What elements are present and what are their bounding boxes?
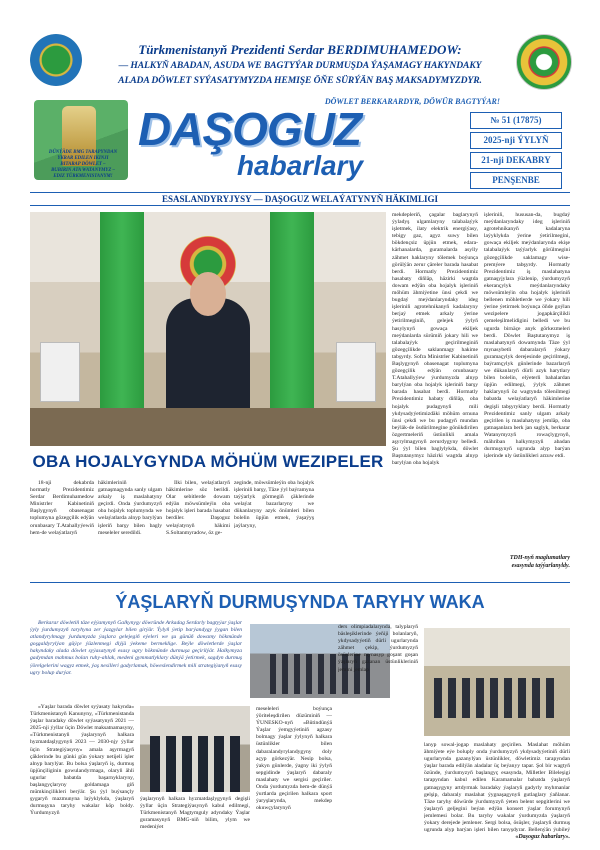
credit-line: esasynda taýýarlanyldy. xyxy=(511,563,570,569)
article2-lead xyxy=(30,620,242,700)
article1-text: zeginde, möwsümleýin oba hojalyk işleriniň barşy, Täze ýyl baýramyna taýýarlyk görmegiň çäklerinde welaýat bazarlaryny we dükanlaryny azyk önümleri bilen bolelin üpjün etmek, ýaşaýyş jaýlaryny, xyxy=(234,480,314,529)
issue-weekday: PENŞENBE xyxy=(470,172,562,189)
article2-col1 xyxy=(30,704,134,844)
motto-line: YKRAR EDILEN IKINJI xyxy=(57,156,109,161)
article1-col5 xyxy=(392,212,478,576)
article1-text: 18-nji dekabrda hormatly Prezidentimiz Serdar Berdimuhamedow Ministrler Kabinetiniň Başlygynyň obasenagat toplumyna gözegçilik edýän orunbasary T.Atahallyýewiň hem-de welaýatlaryň xyxy=(30,480,94,536)
article2-text: lanyp sowal-jogap maslahaty geçirilen. Maslahat möhüm ähmiýete eýe boluply onda ýurdumyzyň ykdysadyýetiniň dürli ugurlarynda gazanylýan üstünlikler, döwletimiz tarapyndan ýaşlar barada edilýän aladalar üç beýanyy tapar. Şol bir wagtyň özünde, ýurdumyzyň başlangyç esasynda, Milletler Bileleşigi tarapyndan kabul edilen Karamamalar babatda ýaşlaryň gatnaşygyny artdyrmak baradaky ýaşlaryň gadyrly myhmanlar gelşip, dabaraly maslahat ýygnaşagynyň gutlaglary ýaňlanar. Täze taryhy döwürde ýurdumyzyň ýeten belent sepgitlerini we ýaşlaryň geljegini beýan edýän konsert ýaşlar forumynyň jemlemesi bolar. Bu taryhy wakalar ýurdumyzda ýaşlaryň ýokary derejede jemlener. Sergi bolsa, ösüşler, ýaşlaryň durmuş ugrunda alyp barýan işleri bilen tanyşdyrar. Bellenýän ýubileý xyxy=(424,742,570,832)
issue-year: 2025-nji ÝYLYŇ xyxy=(470,132,562,149)
president-quote-title: Türkmenistanyň Prezidenti Serdar BERDIMUHAMEDOW: xyxy=(138,42,462,57)
motto-block xyxy=(28,150,138,180)
article2-col5 xyxy=(424,742,570,832)
article1-col3 xyxy=(166,480,230,575)
neutrality-emblem-icon xyxy=(516,34,572,90)
article1-col2 xyxy=(98,480,162,575)
motto-line: EDIZ TÜRKMENISTANYM! xyxy=(53,174,113,179)
article2-text: ders olimpiadalarynda, talyplaryň bäsleşiklerinde ýeňiji bolanlaryň, ykdysadyýetiň dürli ugurlarynda zähmet çekip, ýurdumyzyň ösüşlerine mynasyp goşant goşan ýaşlaryň gazanan üstünlikleriniň jemini jemlap xyxy=(338,624,418,673)
youth-photo-hall xyxy=(424,628,570,736)
motto-line: BUBIRIN ATA WATANYMYZ – xyxy=(51,168,115,173)
article2-lead-text: Berkarar döwletiň täze eýýamynyň Galkynyşy döwründe Arkadag Serdarly bagtyýar ýaşlar ýyly ýurdumyzyň taryhyna zer ýazgylar bilen girýär. Ýylyň ýetip barýandygy ýygan bilen atlandyrylmagy ýurdumyzda ýaşlara gelejegiň eýeleri we şu günüň dowamy hökmünde goşgaldyrylýan güýçe ýüzlenmegi diýjä ýekeme bermeklige. Beýle döwletlerde ýaşlar hakyndaky alada döwlet syýasatynyň esasy ugry hökmünde durmuşa geçirilýär. Halkymyza gadymdan mahmus bolan ruhy-ahlak, medeni gymmatlyklary dünýä ýetirmek, sagdyn durmuş ýörelgelerini wagyz etmek, ýaş nesilleri gadyrlamak, höweslendirmek mili strategiýanyň esasy ugry bolup durýar. xyxy=(30,620,242,676)
article1-text: häkimleriniň gatnaşmagynda sanly ulgam arkaly iş maslahatyny geçirdi. Onda ýurdumyzyň oba hojalyk toplumynda we welaýatlarda alnyp barylýan işleriň barşy bilen bagly meseleler seredildi. xyxy=(98,480,162,536)
issue-number: № 51 (17875) xyxy=(470,112,562,129)
article2-text: meseleleri boýunça ýöriteleşdirilen düzüminiň — ÝUNESKO-nyň «Bütindünýä Ýaşlar ýemgyýetiniň agzasy bolmagy ýaşlar ýylynyň halkara üstünlikler bilen dabaralandyrylandygyny doly açyp görkezýär. Nesip bolsa, ýakyn günlerde, ýagny iki ýylyň sepgidinde ýaşlaryň dabaraly maslahaty we sergisi geçiriler. Onda ýurdumyzda hem-de dünýä ýurtlarda geçirilen halkara sport ýaryşlarynda, mekdep okuwçylarynyň xyxy=(256,706,332,812)
article2-credit: «Daşoguz habarlary». xyxy=(515,834,570,840)
article1-text: işleriniň, hususan-da, bugdaý meýdanlaryndaky ideg işleriniň agrotehnikanyň kadalaryna laýyklykda ýerine ýetirilmegini, gowaça ekiljek meýdanlarynda ekişe talabalaýyk taýýarlyk görülmegini gözegçilikde saklamagy wise-premýere tabşyrdy. Hormatly Prezidentimiz iş maslahatyna gatnaşyjylara ýüzlenip, ýurdumyzyň ekerançylyk meýdanlaryndaky möwsümleýin oba hojalyk işleriniň bellenen möhletlerde we ýokary hili ýerine ýetirmek boýunça öňde goýlan wezipelere jogapkärçilikli çemeleşilmelidigini belledi we bu ugurda birnäçe anyk görkezmeleri berdi. Döwlet Baştutanymyz iş maslahatynyň dowamynda Täze ýyl mynasybetli dabaralaryň ýokary guramaçylyk derejesinde geçirilmegi, baýramçylyk günlerinde bazarlaryň we dükanlaryň dürli azyk harytlary bilen bolelin, elýeterli bahalardan üpjün edilmegi, ýylyk zähmet haklarynyň öz wagtynda tölenilmegi babatda welaýatlaryň häkimlerine degişli tabşyryklary berdi. Hormatly Prezidentimiz sanly ulgam arkaly geçirilen iş maslahatyny jemläp, oba gatnaşanlara berk jan saglyk, berkarar Watanymyzyň rowaçlygynyň, mähriban halkymyzyň abadan durmuşynyň ugrunda alyp barýan işlerinde uly üstünlikleri arzuw etdi. xyxy=(484,212,570,460)
section-divider xyxy=(30,582,570,583)
masthead-subtitle: habarlary xyxy=(236,150,364,181)
article2-text: «Ýaşlar barada döwlet syýasaty hakynda» Türkmenistanyň Kanunyny, «Türkmenistanda ýaşlar baradaky döwlet syýasatynyň 2021 — 2025-nji ýyllar üçin Döwlet maksatnamasyny, «Türkmenistanyň ýaşlarynyň halkara hyzmatdaşlygynyň 2023 — 2030-njy ýyllar üçin Strategiýasyny» amala aşyrmagyň çäklerinde bu günki gün ýokary netijeli işler alnyp barylýar. Bu bolsa ýaşlaryň iş, durmuş üpjünçiliginin gowulandyrmaga, olaryň ähli ugurlar babatda başarnyklaryny, başlangyçlaryny goldamaga giň mümkinçilikleri berýär. Şu ýyl buýsançly şygaryň mazmunyna laýyklykda, ýaşlaryň durmuşyna taryhy wakalar köp boldy. Ýurdumyzyň xyxy=(30,704,134,817)
article2-col2 xyxy=(140,796,250,844)
article2-text: ýaşlarynyň halkara hyzmatdaşlygynyň degişli ýyllar üçin Strategiýasynyň kabul edilmegi, Türkmenistanyň Magtymguly adyndaky Ýaşlar guramasynyň BMG-niň bilim, ylym we medeniýet xyxy=(140,796,250,831)
motto-line: DÜNÝÄDE BMG TARAPYNDAN xyxy=(48,150,118,155)
article1-credit xyxy=(484,554,570,570)
masthead-title: DAŞOGUZ xyxy=(138,103,361,155)
article1-text: Ilki bilen, welaýatlaryň häkimlerine söz berildi. Olar sebitlerde dowam edýän möwsümleýin oba hojalyk işleri barada hasabat berdiler. Daşoguz welaýatynyň häkimi S.Soltanmyradow, öz ge- xyxy=(166,480,230,536)
president-photo xyxy=(30,212,386,446)
founder-line: ESASLANDYRYJYSY — DAŞOGUZ WELAÝATYNYŇ HÄKIMLIGI xyxy=(161,194,439,204)
article1-headline: OBA HOJALYGYNDA MÖHÜM WEZIPELER xyxy=(32,452,384,471)
article2-col3 xyxy=(256,706,332,844)
state-emblem-icon xyxy=(30,34,82,86)
president-quote-line1: — HALKYŇ ABADAN, ASUDA WE BAGTYÝAR DURMUŞDA ÝAŞAMAGY HAKYNDAKY xyxy=(118,60,482,71)
youth-photo-group xyxy=(140,706,250,792)
issue-date: 21-nji DEKABRY xyxy=(470,152,562,169)
article1-col1 xyxy=(30,480,94,575)
article1-col4 xyxy=(234,480,314,575)
article1-text: mekdepleriň, çagalar baglarynyň ýyladyş ulgamlaryny talabalaýyk işletmek, ilaty elektrik energiýasy, tebigy gaz, agyz suwy bilen bökdençsiz üpjün etmek, edara-kärhanalarda, guramalarda asylly zähmet haklaryny tölemek boýunça görülýän zerur çäreler barada hasabat berdi. Hormatly Prezidentimiz hasabaty diňläp, häzirki wagtda dowam edýän oba hojalyk işleriniň möhüm ähmiýetine ünsi çekdi we bugdaý meýdanlaryndaky ideg işleriniň agrotehnikanyň kadalaryny berjaý etmek arkaly ýerine ýetirilmeginiň, gelejek ýylyň hasylynyň gowaça ekiljek meýdanlarda sürümiň jokary hili we talabalaýyk geçirilmeginiň gözegçilikde saklanmagy hakime tabşyrdy. Sofra Ministrler Kabinetiniň Başlygynyň obasenagat toplumyna gözegçilik edýän orunbasary T.Atahallyýew ýurdumyzda alnyp barylýan oba hojalyk işleriniň barşy barada hasabat berdi. Hormatly Prezidentimiz habaty diňläp, oba hojalyk pudagynyň mili ykdysadyýetimizdäki möhüm ornuna ünsi çekdi we bu pudagyň mundan beýläk-de ösdürilmegine gönükdirilen özgertmeleriň üstünlikli amala aşyrylmagynyň zerurdygyny belledi. Şu ýyl bilen baglylykda, döwlet Baştutanymyz häzirki wagtda alnyp barylýan oba hojalyk xyxy=(392,212,478,467)
article1-col6 xyxy=(484,212,570,552)
article2-col4 xyxy=(338,624,418,844)
credit-line: TDH-nyň maglumatlary xyxy=(509,555,570,561)
motto-line: BITARAP DÖWLET – xyxy=(60,162,106,167)
founder-bar xyxy=(30,192,570,206)
president-quote-line2: ALADA DÖWLET SYÝASATYMYZDA HEMIŞE ÖŇE SÜRÝÄN BAŞ MAKSADYMYZDYR. xyxy=(118,75,482,86)
article2-headline: ÝAŞLARYŇ DURMUŞYNDA TARYHY WAKA xyxy=(115,592,485,612)
slogan: DÖWLET BERKARARDYR, DÖWÜR BAGTYÝAR! xyxy=(324,97,500,106)
